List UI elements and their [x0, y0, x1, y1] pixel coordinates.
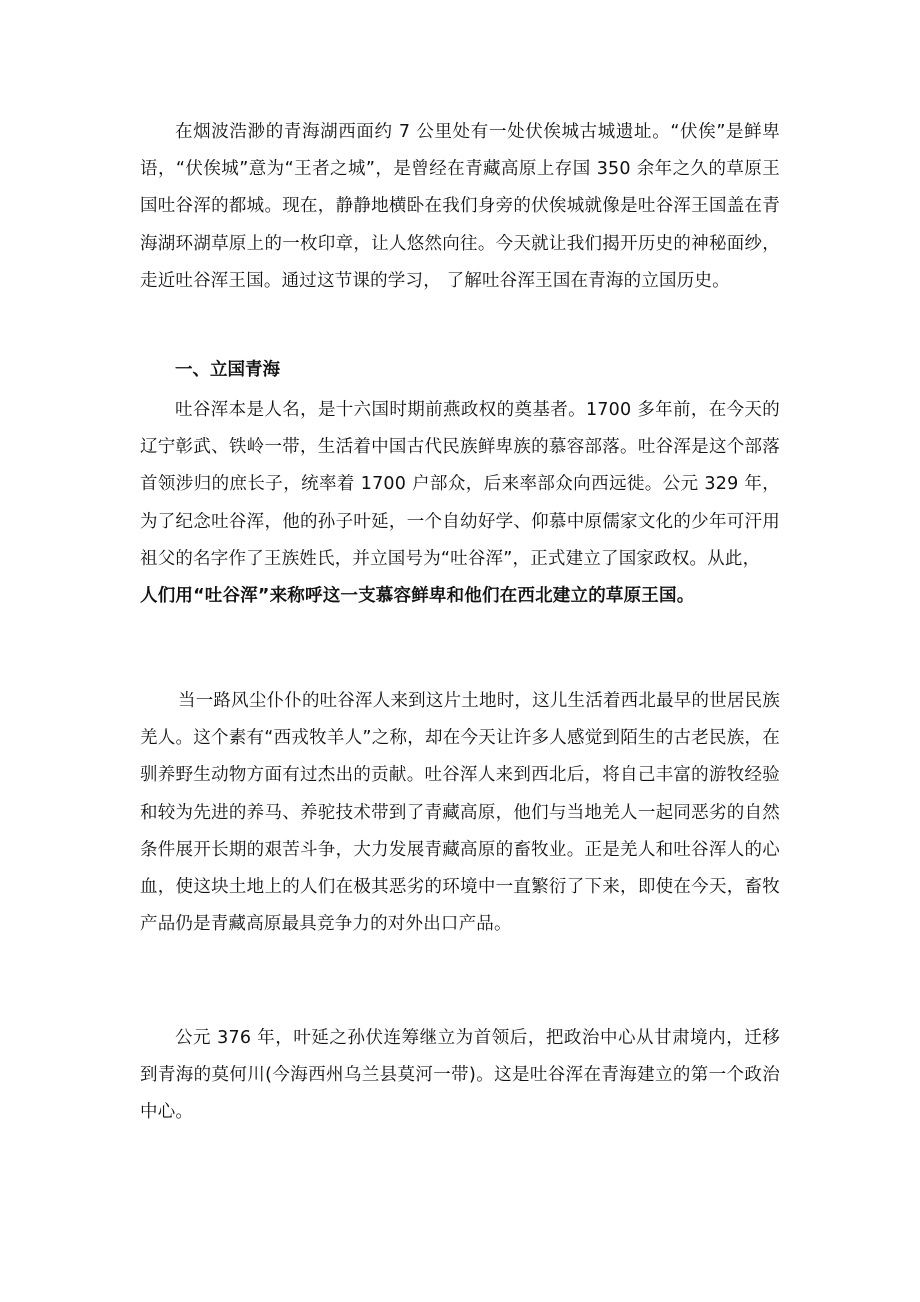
- paragraph-founding-text: 吐谷浑本是人名，是十六国时期前燕政权的奠基者。1700 多年前，在今天的辽宁彰武、铁岭一带，生活着中国古代民族鲜卑族的慕容部落。吐谷浑是这个部落首领涉归的庶长子，统率着 1700 户部众，后来率部众向西远徙。公元 329 年，为了纪念吐谷浑，他的孙子叶延，一个自幼好学、仰慕中原儒家文化的少年可汗用祖父的名字作了王族姓氏，并立国号为“吐谷浑”，正式建立了国家政权。从此，: [140, 400, 780, 569]
- paragraph-qiang-people: 当一路风尘仆仆的吐谷浑人来到这片土地时，这儿生活着西北最早的世居民族羌人。这个素有“西戎牧羊人”之称，却在今天让许多人感觉到陌生的古老民族，在驯养野生动物方面有过杰出的贡献。吐谷浑人来到西北后，将自己丰富的游牧经验和较为先进的养马、养驼技术带到了青藏高原，他们与当地羌人一起同恶劣的自然条件展开长期的艰苦斗争，大力发展青藏高原的畜牧业。正是羌人和吐谷浑人的心血，使这块土地上的人们在极其恶劣的环境中一直繁衍了下来，即使在今天，畜牧产品仍是青藏高原最具竞争力的对外出口产品。: [140, 691, 780, 935]
- paragraph-founding-bold-conclusion: 人们用“吐谷浑”来称呼这一支慕容鲜卑和他们在西北建立的草原王国。: [140, 586, 695, 607]
- intro-paragraph: 在烟波浩渺的青海湖西面约 7 公里处有一处伏俟城古城遗址。“伏俟”是鲜卑语，“伏俟城”意为“王者之城”，是曾经在青藏高原上存国 350 余年之久的草原王国吐谷浑的都城。现在，静静地横卧在我们身旁的伏俟城就像是吐谷浑王国盖在青海湖环湖草原上的一枚印章，让人悠然向往。今天就让我们揭开历史的神秘面纱，走近吐谷浑王国。通过这节课的学习， 了解吐谷浑王国在青海的立国历史。: [140, 122, 780, 291]
- section-heading: 一、立国青海: [175, 360, 280, 380]
- paragraph-political-center: 公元 376 年，叶延之孙伏连筹继立为首领后，把政治中心从甘肃境内，迁移到青海的莫何川(今海西州乌兰县莫河一带)。这是吐谷浑在青海建立的第一个政治中心。: [140, 1028, 780, 1123]
- paragraph-founding: [140, 392, 780, 615]
